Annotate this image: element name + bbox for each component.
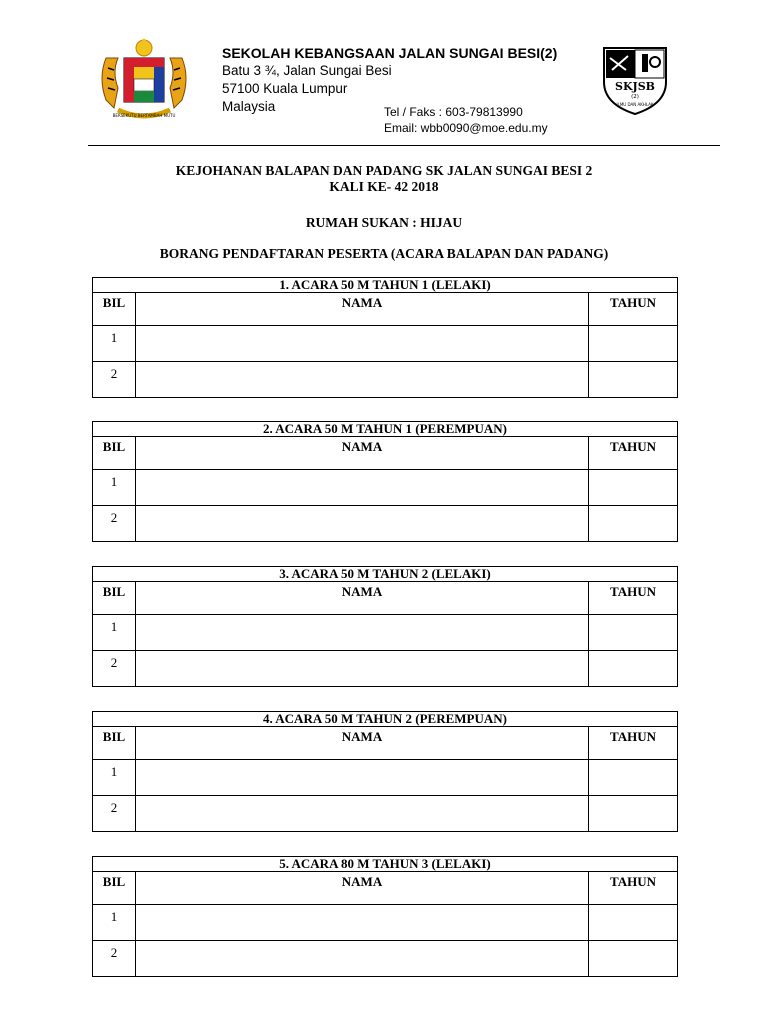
col-bil: BIL <box>93 582 136 615</box>
table-row <box>93 470 678 506</box>
event-table-1 <box>92 277 678 398</box>
table-row <box>93 651 678 687</box>
nama-field[interactable] <box>136 796 589 832</box>
event-title-line-1: KEJOHANAN BALAPAN DAN PADANG SK JALAN SUNGAI BESI 2 <box>175 163 593 178</box>
school-shield-logo <box>596 42 674 116</box>
event-title <box>88 163 680 195</box>
row-number: 1 <box>93 905 136 941</box>
tahun-field[interactable] <box>589 326 678 362</box>
nama-field[interactable] <box>136 941 589 977</box>
tahun-field[interactable] <box>589 615 678 651</box>
col-nama: NAMA <box>136 582 589 615</box>
col-tahun: TAHUN <box>589 872 678 905</box>
sports-house: RUMAH SUKAN : HIJAU <box>305 215 463 230</box>
nama-field[interactable] <box>136 905 589 941</box>
nama-field[interactable] <box>136 651 589 687</box>
row-number: 2 <box>93 362 136 398</box>
col-bil: BIL <box>93 872 136 905</box>
col-nama: NAMA <box>136 293 589 326</box>
nama-field[interactable] <box>136 362 589 398</box>
col-nama: NAMA <box>136 872 589 905</box>
tahun-field[interactable] <box>589 941 678 977</box>
header-divider <box>88 145 720 146</box>
row-number: 2 <box>93 941 136 977</box>
row-number: 1 <box>93 326 136 362</box>
tahun-field[interactable] <box>589 470 678 506</box>
row-number: 2 <box>93 506 136 542</box>
event-caption: 1. ACARA 50 M TAHUN 1 (LELAKI) <box>93 278 678 293</box>
col-nama: NAMA <box>136 437 589 470</box>
school-logo-text: SKJSB <box>615 80 655 93</box>
event-table-4 <box>92 711 678 832</box>
col-bil: BIL <box>93 727 136 760</box>
row-number: 2 <box>93 796 136 832</box>
event-title-line-2: KALI KE- 42 2018 <box>329 179 439 194</box>
tahun-field[interactable] <box>589 651 678 687</box>
school-name: SEKOLAH KEBANGSAAN JALAN SUNGAI BESI(2) <box>222 45 558 61</box>
col-bil: BIL <box>93 437 136 470</box>
row-number: 1 <box>93 760 136 796</box>
table-row <box>93 326 678 362</box>
event-table-3 <box>92 566 678 687</box>
table-row <box>93 760 678 796</box>
nama-field[interactable] <box>136 470 589 506</box>
tahun-field[interactable] <box>589 506 678 542</box>
svg-text:ILMU DAN AKHLAK: ILMU DAN AKHLAK <box>616 102 654 107</box>
address-line-3: Malaysia <box>222 99 276 114</box>
col-tahun: TAHUN <box>589 437 678 470</box>
table-row <box>93 796 678 832</box>
col-bil: BIL <box>93 293 136 326</box>
nama-field[interactable] <box>136 506 589 542</box>
col-tahun: TAHUN <box>589 293 678 326</box>
col-tahun: TAHUN <box>589 582 678 615</box>
col-tahun: TAHUN <box>589 727 678 760</box>
row-number: 1 <box>93 470 136 506</box>
table-row <box>93 362 678 398</box>
coat-of-arms-logo <box>92 38 196 124</box>
form-title: BORANG PENDAFTARAN PESERTA (ACARA BALAPAN DAN PADANG) <box>159 246 609 261</box>
table-row <box>93 615 678 651</box>
row-number: 2 <box>93 651 136 687</box>
tel-fax: Tel / Faks : 603-79813990 <box>384 105 523 119</box>
tahun-field[interactable] <box>589 796 678 832</box>
nama-field[interactable] <box>136 615 589 651</box>
table-row <box>93 905 678 941</box>
event-table-5 <box>92 856 678 977</box>
event-caption: 5. ACARA 80 M TAHUN 3 (LELAKI) <box>93 857 678 872</box>
nama-field[interactable] <box>136 326 589 362</box>
svg-text:(2): (2) <box>631 94 639 100</box>
event-caption: 3. ACARA 50 M TAHUN 2 (LELAKI) <box>93 567 678 582</box>
col-nama: NAMA <box>136 727 589 760</box>
tahun-field[interactable] <box>589 362 678 398</box>
tahun-field[interactable] <box>589 760 678 796</box>
address-line-2: 57100 Kuala Lumpur <box>222 81 348 96</box>
event-table-2 <box>92 421 678 542</box>
row-number: 1 <box>93 615 136 651</box>
nama-field[interactable] <box>136 760 589 796</box>
address-line-1: Batu 3 ¾, Jalan Sungai Besi <box>222 63 392 78</box>
tahun-field[interactable] <box>589 905 678 941</box>
email: Email: wbb0090@moe.edu.my <box>384 121 548 135</box>
table-row <box>93 506 678 542</box>
svg-text:BERSEKUTU BERTAMBAH MUTU: BERSEKUTU BERTAMBAH MUTU <box>112 113 176 118</box>
table-row <box>93 941 678 977</box>
event-caption: 2. ACARA 50 M TAHUN 1 (PEREMPUAN) <box>93 422 678 437</box>
event-caption: 4. ACARA 50 M TAHUN 2 (PEREMPUAN) <box>93 712 678 727</box>
